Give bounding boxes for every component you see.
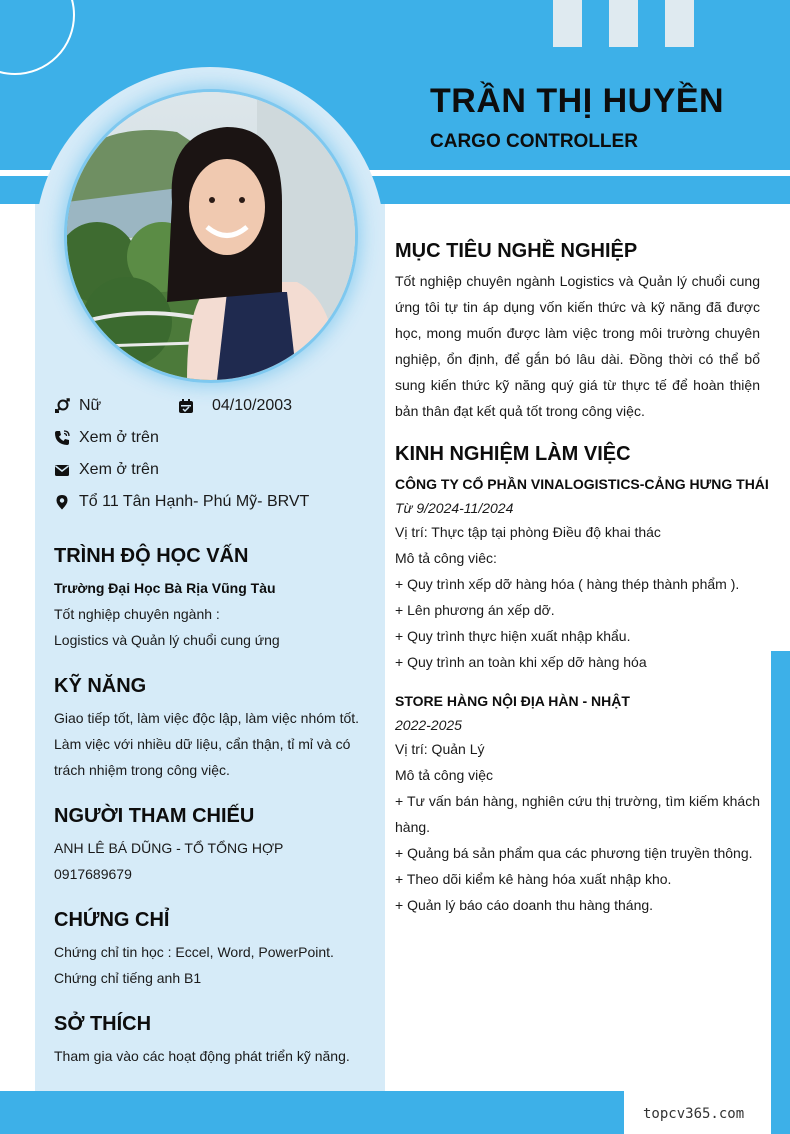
certificate-item: Chứng chỉ tiếng anh B1 xyxy=(54,970,202,986)
envelope-icon xyxy=(54,462,70,478)
reference-name: ANH LÊ BÁ DŨNG - TỔ TỔNG HỢP xyxy=(54,840,284,856)
phone-row xyxy=(54,429,159,447)
job-task: + Quy trình an toàn khi xếp dỡ hàng hóa xyxy=(395,654,647,670)
job-position: Vị trí: Thực tập tại phòng Điều độ khai thác xyxy=(395,524,661,540)
job-task: + Tư vấn bán hàng, nghiên cứu thị trường, tìm kiếm khách hàng. xyxy=(395,793,760,835)
hobbies-text: Tham gia vào các hoạt động phát triển kỹ năng. xyxy=(54,1048,350,1064)
email-row xyxy=(54,461,159,479)
footer-site-link[interactable]: topcv365.com xyxy=(643,1106,745,1122)
job-desc-label: Mô tả công viêc: xyxy=(395,550,497,566)
objective-text: Tốt nghiệp chuyên ngành Logistics và Quản lý chuổi cung ứng tôi tự tin áp dụng vốn kiến thức và kỹ năng đã được học, mong muốn được làm việc trong môi trường chuyên nghiệp, ổn định, để gắn bó lâu dài. Đồng thời có thể bổ sung kiến thức kỹ năng quý giá từ thực tế để hoàn thiện bản thân đạt kết quả tốt trong công việc. xyxy=(395,273,760,419)
job-position: Vị trí: Quản Lý xyxy=(395,741,485,757)
job-company: STORE HÀNG NỘI ĐỊA HÀN - NHẬT xyxy=(395,693,630,709)
job-task: + Quản lý báo cáo doanh thu hàng tháng. xyxy=(395,897,654,913)
reference-title: NGƯỜI THAM CHIẾU xyxy=(54,805,255,827)
education-title: TRÌNH ĐỘ HỌC VẤN xyxy=(54,545,249,567)
certificates-title: CHỨNG CHỈ xyxy=(54,909,170,931)
phone-icon xyxy=(54,430,70,446)
job-task: + Theo dõi kiểm kê hàng hóa xuất nhập kho. xyxy=(395,871,672,887)
candidate-role: CARGO CONTROLLER xyxy=(430,131,638,152)
certificate-item: Chứng chỉ tin học : Eccel, Word, PowerPoint. xyxy=(54,944,334,960)
birthdate-row xyxy=(178,397,292,415)
job-period: Từ 9/2024-11/2024 xyxy=(395,500,514,516)
objective-title: MỤC TIÊU NGHỀ NGHIỆP xyxy=(395,240,638,262)
experience-title: KINH NGHIỆM LÀM VIỆC xyxy=(395,443,631,465)
right-accent-bar xyxy=(771,651,790,1134)
skills-text: Giao tiếp tốt, làm việc độc lập, làm việc nhóm tốt. Làm việc với nhiều dữ liệu, cẩn thận, tỉ mỉ và có trách nhiệm trong công việc. xyxy=(54,710,360,778)
job-task: + Quy trình xếp dỡ hàng hóa ( hàng thép thành phẩm ). xyxy=(395,576,740,592)
phone-value: Xem ở trên xyxy=(79,429,159,446)
job-task: + Quảng bá sản phẩm qua các phương tiện truyền thông. xyxy=(395,845,753,861)
gender-icon xyxy=(54,398,70,414)
location-pin-icon xyxy=(54,494,70,510)
address-row xyxy=(54,493,309,511)
decorative-bar xyxy=(665,0,694,47)
gender-value: Nữ xyxy=(79,397,102,414)
decorative-bar xyxy=(553,0,582,47)
skills-title: KỸ NĂNG xyxy=(54,675,147,697)
job-period: 2022-2025 xyxy=(395,717,462,733)
hobbies-title: SỞ THÍCH xyxy=(54,1013,152,1035)
email-value: Xem ở trên xyxy=(79,461,159,478)
address-value: Tổ 11 Tân Hạnh- Phú Mỹ- BRVT xyxy=(79,493,310,510)
education-line: Tốt nghiệp chuyên ngành : xyxy=(54,606,220,622)
education-line: Logistics và Quản lý chuổi cung ứng xyxy=(54,632,280,648)
decorative-bar xyxy=(609,0,638,47)
job-task: + Quy trình thực hiện xuất nhập khẩu. xyxy=(395,628,631,644)
gender-row xyxy=(54,397,101,415)
job-company: CÔNG TY CỔ PHẦN VINALOGISTICS-CẢNG HƯNG THÁI xyxy=(395,476,769,492)
profile-photo xyxy=(67,92,355,380)
job-desc-label: Mô tả công việc xyxy=(395,767,494,783)
education-school: Trường Đại Học Bà Rịa Vũng Tàu xyxy=(54,580,276,596)
candidate-name: TRẦN THỊ HUYỀN xyxy=(430,82,725,120)
birthdate-value: 04/10/2003 xyxy=(212,397,293,414)
job-task: + Lên phương án xếp dỡ. xyxy=(395,602,555,618)
reference-phone: 0917689679 xyxy=(54,866,132,882)
calendar-icon xyxy=(178,398,194,414)
footer-band xyxy=(0,1091,624,1134)
